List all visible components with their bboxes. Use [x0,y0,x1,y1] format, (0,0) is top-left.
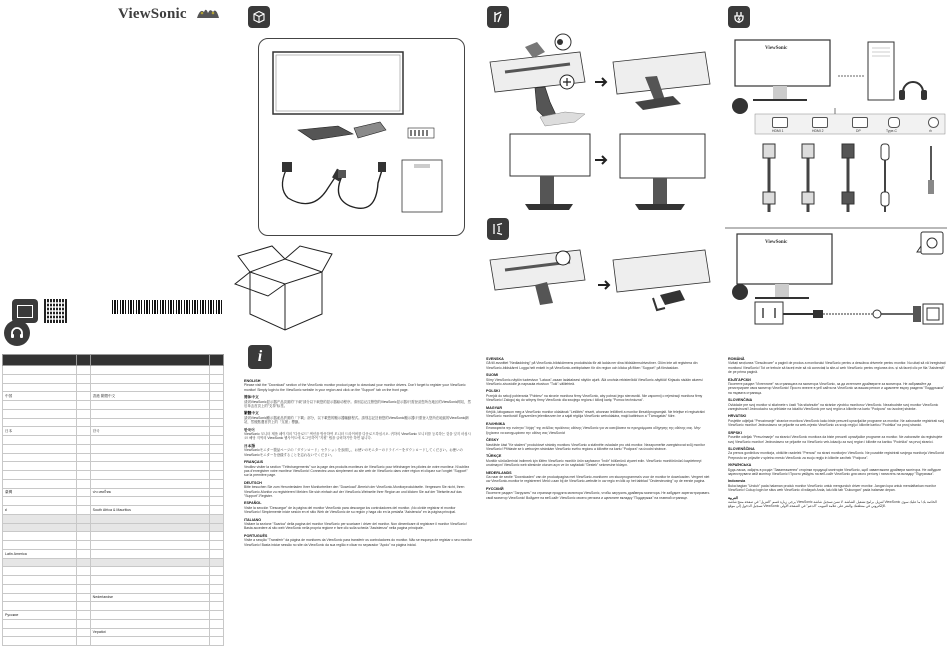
table-cell [90,453,210,462]
table-cell [210,488,224,497]
table-cell [3,523,77,532]
table-row [3,471,224,480]
table-cell [210,366,224,375]
table-cell [76,479,90,488]
table-row [3,462,224,471]
table-cell [90,619,210,628]
table-cell: Latin America [3,549,77,558]
barcode [112,300,224,314]
table-row [3,523,224,532]
table-cell [3,479,77,488]
table-cell [76,427,90,436]
table-cell [76,558,90,567]
table-cell [3,462,77,471]
table-cell [210,444,224,453]
table-cell [90,567,210,576]
table-cell [76,471,90,480]
table-cell [3,418,77,427]
table-cell [3,584,77,593]
language-heading: РУССКИЙ [486,486,504,491]
table-row [3,453,224,462]
table-cell [90,497,210,506]
table-cell [76,488,90,497]
language-heading: POLSKI [486,389,500,394]
table-cell: South Africa & Mauritius [90,506,210,515]
language-paragraph: Przejdź do sekcji pobierania "Pobierz" na stronie monitora firmy ViewSonic, aby pobrać jego sterowniki. Nie zapomnij o rejestracji monitora firmy ViewSonic! Zaloguj się do witryny firmy ViewSonic dla swojego regionu i kliknij kartę "Pomoc techniczna". [486,393,703,403]
port-audio-icon [928,117,939,128]
table-cell [210,576,224,585]
port-hdmi2-icon [812,117,828,128]
table-cell [3,619,77,628]
table-cell [76,576,90,585]
language-heading: العربية [728,495,739,500]
table-cell [210,558,224,567]
language-paragraph: Posetite odeljak "Preuzimanje" na stranici ViewSonic monitora da biste preuzeli upravljačke programe za monitor. Ne zaboravite da registrujete svoj ViewSonic monitor! Jednostavno se prijavite na ViewSonic veb-lokaciju za svoj region i kliknite na karticu "Podrška" na prvoj stranici. [728,435,943,444]
table-cell [76,602,90,611]
table-cell [210,602,224,611]
box-icon [248,6,270,28]
table-cell [210,383,224,392]
port-label: DP [856,129,861,133]
table-cell [3,453,77,462]
language-heading: ČESKY [486,438,499,443]
language-heading: УКРАЇНСЬКА [728,463,752,468]
language-heading: ESPAÑOL [244,501,262,506]
table-row [3,541,224,550]
table-row [3,514,224,523]
language-paragraph: Za prenos gonilnikov monitorja, obiščite razdelek "Prenosi" na strani monitorjev ViewSonic. Ne pozabite registrirati svojega monitorja ViewSonic! Preprosto se prijavite v spletno mesto ViewSonic za svojo regijo in kliknite zavihek "Podpora". [728,451,945,460]
table-cell [210,418,224,427]
table-cell [3,401,77,410]
table-cell [3,567,77,576]
table-row [3,567,224,576]
table-row [3,558,224,567]
table-cell: 日本 [3,427,77,436]
table-cell [3,558,77,567]
language-paragraph: 请到ViewSonic显示器产品页面的"下载"部分以下载您的显示器驱动程序。请别忘记注册您的ViewSonic显示器!只需登录您所在地区的ViewSonic网站，然后单击首页上的"支持"标签。 [244,399,471,409]
table-row [3,611,224,620]
table-cell [90,549,210,558]
table-cell [90,532,210,541]
table-cell [210,401,224,410]
table-cell [76,366,90,375]
table-cell [210,637,224,646]
info-icon: i [248,345,272,369]
table-cell [76,549,90,558]
table-cell [90,611,210,620]
table-cell [210,462,224,471]
table-cell [3,576,77,585]
table-cell [90,576,210,585]
power-connection-diagram [725,222,947,332]
language-column-3 [728,354,946,666]
headphones-illustration [903,82,923,92]
table-cell [90,436,210,445]
language-heading: 한국어 [244,427,255,432]
table-cell [210,549,224,558]
table-cell [76,436,90,445]
table-cell [90,479,210,488]
table-cell [3,471,77,480]
table-cell [76,506,90,515]
table-cell [210,409,224,418]
table-cell [210,471,224,480]
port-label: ⊖ [929,129,932,133]
port-hdmi1-icon [772,117,788,128]
table-cell [210,427,224,436]
language-paragraph: Visitare la sezione "Scarica" della pagina del monitor ViewSonic per scaricare i driver del monitor. Non dimenticare di registrare il monitor ViewSonic! Basta accedere al sito web ViewSonic nella propria regione e fare clic sulla scheda "Assistenza" nella pagina principale. [244,521,467,531]
language-heading: TÜRKÇE [486,454,502,459]
power-plug-icon [728,6,750,28]
table-cell [210,374,224,383]
language-paragraph: Navštivte část "Ke stažení" produktové stránky monitoru ViewSonic a stáhněte ovladače pro váš monitor. Nezapomeňte zaregistrovat svůj monitor ViewSonic! Přihlaste se k webovým stránkám ViewSonic svého regionu a klikněte na kartu "Podpora" na úvodní stránce. [486,442,705,451]
table-row [3,409,224,418]
table-row [3,602,224,611]
table-cell [90,409,210,418]
table-cell [90,366,210,375]
table-row [3,374,224,383]
table-cell: 中国 [3,392,77,401]
table-cell [210,628,224,637]
language-paragraph: Kérjük, látogasson meg a ViewSonic monitor oldalának "Letöltés" részét, ahonnan letöltheti a monitor illesztőprogramjait. Ne felejtse el regisztrálni ViewSonic monitorát! Egyszerűen jelentkezzen be a saját régiója ViewSonic weboldalára, majd kattintson a "Támogatás" fülre. [486,410,705,419]
table-cell [90,418,210,427]
language-paragraph: Посетите раздел "Загрузить" на странице продукта монитора ViewSonic, чтобы загрузить драйверы монитора. Не забудьте зарегистрировать свой монитор ViewSonic! Войдите на веб-сайт ViewSonic своего региона и щелкните вкладку "Поддержка" на главной странице. [486,491,710,500]
table-row [3,576,224,585]
table-cell [76,628,90,637]
table-cell [210,611,224,620]
table-cell [3,541,77,550]
table-cell [76,462,90,471]
table-cell [3,593,77,602]
language-heading: DEUTSCH [244,480,262,485]
table-header [210,355,224,366]
table-row [3,444,224,453]
language-paragraph: 請到ViewSonic顯示器產品頁面的「下載」部分，以下載您的顯示器驅動程式。請別忘記註冊您的ViewSonic顯示器!只需登入您所在地區的ViewSonic網站，然後點選首頁上的「支援」標籤。 [244,415,469,425]
table-cell [3,366,77,375]
language-heading: PORTUGUÊS [244,533,268,538]
screws-illustration [408,128,434,138]
language-heading: SLOVENŠČINA [728,446,755,451]
table-cell [210,619,224,628]
stand-base-illustration [298,126,353,140]
language-heading: SVENSKA [486,357,504,361]
table-cell [76,409,90,418]
svg-text:ViewSonic: ViewSonic [765,240,788,245]
table-cell [76,584,90,593]
table-row [3,383,224,392]
table-cell [76,418,90,427]
table-header [76,355,90,366]
support-contact-table [2,354,224,646]
language-heading: NEDERLANDS [486,470,512,475]
support-table-body [3,366,224,646]
table-cell [76,637,90,646]
language-column-1 [244,376,472,666]
stand-neck-illustration [354,122,386,138]
language-paragraph: Vizitați secțiunea "Descărcare" a paginii de produs a monitorului ViewSonic pentru a descărca driverele pentru monitor. Nu uitați să vă înregistrați monitorul ViewSonic! Tot ce trebuie să faceți este să vă conectați la site-ul web ViewSonic pentru regiunea dvs. și să faceți clic pe fila "Asistență" de pe prima pagină. [728,361,946,375]
table-cell [90,462,210,471]
table-cell: Pусские [3,611,77,620]
table-cell [76,453,90,462]
table-row [3,497,224,506]
table-cell [76,593,90,602]
table-cell [90,584,210,593]
table-cell [90,471,210,480]
port-label: HDMI 2 [812,129,824,133]
language-heading: ITALIANO [244,517,262,522]
headset-icon [4,320,30,346]
language-heading: БЪЛГАРСКИ [728,377,751,382]
table-header [90,355,210,366]
wall-mount-icon [487,218,509,240]
svg-text:ViewSonic: ViewSonic [765,46,788,51]
table-row [3,506,224,515]
table-cell: Vepatiot [90,628,210,637]
language-heading: SRPSKI [728,430,742,435]
table-row [3,366,224,375]
language-heading: 日本語 [244,443,256,448]
table-cell [90,523,210,532]
table-cell: ประเทศไทย [90,488,210,497]
language-heading: HRVATSKI [728,414,747,419]
language-paragraph: Visite a secção "Transferir" da página de monitores da ViewSonic para transferir os controladores do monitor. Não se esqueça de registar o seu monitor ViewSonic! Basta iniciar sessão no site da ViewSonic da sua região e clicar no separador "Apoio" na página inicial. [244,538,472,547]
table-cell [90,374,210,383]
language-paragraph: Veuillez visiter la section "Téléchargements" sur la page des produits moniteurs de ViewSonic pour télécharger les pilotes de votre moniteur. N'oubliez pas d'enregistrer votre moniteur ViewSonic! Connectez-vous simplement au site web de ViewSonic dans votre région et cliquez sur l'onglet "Support" sur la première page. [244,464,470,478]
step-b-marker [732,284,748,300]
stand-assembly-diagram [485,32,720,212]
language-heading: 简体中文 [244,395,259,400]
table-cell [3,628,77,637]
table-cell [210,514,224,523]
table-cell [76,514,90,523]
table-cell [3,532,77,541]
brand-logo: ViewSonic [118,6,187,22]
table-cell [3,497,77,506]
table-cell: ɪl [3,506,77,515]
table-row [3,427,224,436]
language-paragraph: Ga naar de sectie "Downloaden" van de productpagina met ViewSonic-monitoren om stuurprogramma's voor de monitor te downloaden. Vergeet niet uw ViewSonic-monitor te registreren! Meld u aan bij de ViewSonic-website in uw regio en klik op het tabblad "Ondersteuning" op de eerste pagina. [486,474,710,484]
table-row [3,619,224,628]
table-cell [90,541,210,550]
table-cell [210,497,224,506]
table-cell [210,567,224,576]
table-cell [90,637,210,646]
port-label: HDMI 1 [772,129,784,133]
table-cell [3,383,77,392]
connection-diagram [725,32,947,222]
table-cell [210,541,224,550]
table-cell [3,409,77,418]
step-a-marker [732,98,748,114]
language-paragraph: Monitör sürücülerinizi indirmek için lütfen ViewSonic monitör ürün sayfasının "İndir" bölümünü ziyaret edin. ViewSonic monitörünüzü kaydetmeyi unutmayın! ViewSonic web sitesinde oturum açın ve ön sayfadaki "Destek" sekmesine tıklayın. [486,458,702,468]
package-contents-drawing [258,38,468,248]
table-row [3,532,224,541]
table-row [3,628,224,637]
table-cell [90,602,210,611]
table-row [3,549,224,558]
table-cell [210,392,224,401]
table-cell [76,532,90,541]
table-cell [90,401,210,410]
table-cell: 臺灣 [3,488,77,497]
table-row [3,488,224,497]
monitor-illustration [273,52,403,114]
table-cell [3,374,77,383]
language-paragraph: Επισκεφτείτε την ενότητα "Λήψη" της σελίδας προϊόντος οθόνης ViewSonic για να κατεβάσετε τα προγράμματα οδήγησης της οθόνης σας. Μην ξεχάσετε να καταχωρίσετε την οθόνη σας ViewSonic! [486,426,701,435]
table-cell [76,392,90,401]
table-row [3,418,224,427]
table-cell [210,436,224,445]
table-cell [210,479,224,488]
qr-code[interactable] [44,299,68,323]
table-cell [3,514,77,523]
language-paragraph: Siirry ViewSonic-näytön tuotesivun "Lataus"-osaan ladataksesi näytön ajurit. Älä unohda rekisteröidä ViewSonic-näyttöä! Kirjaudu sisään alueesi ViewSonic-sivustolle ja napsauta etusivun "Tuki"-välilehteä. [486,377,703,387]
language-paragraph: Please visit the "Download" section of the ViewSonic monitor product page to download your monitor drivers. Don't forget to register your ViewSonic monitor! Simply login to the ViewSonic website in your region and click on the "Support" tab on the front page. [244,383,466,392]
language-paragraph: Posjetite odjeljak "Preuzimanje" stranice monitora ViewSonic kako biste preuzeli upravljačke programe za monitor. Ne zaboravite registrirati svoj ViewSonic monitor! Jednostavno se prijavite na web-mjesto ViewSonic za svoju regiju i kliknite karticu "Podrška" na prvoj stranici. [728,418,945,428]
table-row [3,401,224,410]
table-cell [90,514,210,523]
language-paragraph: Будь ласка, зайдіть в розділ "Завантаження" сторінки продукції моніторів ViewSonic, щоб завантажити драйвери монітора. Не забудьте зареєструвати свій монітор ViewSonic! Просто увійдіть на веб-сайт ViewSonic для свого регіону і натисніть на вкладку "Підтримка". [728,467,942,476]
table-cell [90,444,210,453]
table-cell [76,444,90,453]
table-cell [3,637,77,646]
table-row [3,593,224,602]
table-row [3,584,224,593]
language-paragraph: ViewSonicモニター製品ページの「ダウンロード」セクションを参照し、お使いのモニターのドライバーをダウンロードしてください。お使いのViewSonicモニターを登録することを忘れないでください。 [244,448,463,457]
language-paragraph: يرجى زيارة قسم "التنزيل" في صفحة منتج شاشة ViewSonic لتنزيل برامج تشغيل الشاشة. لا تنسَ تسجيل شاشة ViewSonic الخاصة بك! ما عليك سوى تسجيل الدخول إلى موقع ViewSonic الإلكتروني في منطقتك والنقر على علامة التبويب "الدعم" في الصفحة الأولى. [728,499,937,509]
language-paragraph: Buka bagian "Unduh" pada halaman produk monitor ViewSonic untuk mengunduh driver monitor. Jangan lupa untuk mendaftarkan monitor ViewSonic! Cukup login ke situs web ViewSonic di wilayah Anda, lalu klik tab "Dukungan" pada halaman depan. [728,483,936,493]
stand-assembly-icon [487,6,509,28]
table-row [3,436,224,445]
port-typec-icon [888,117,900,128]
table-cell [3,436,77,445]
table-cell [3,602,77,611]
language-paragraph: Gå till avsnittet "Nedladdning" på ViewSonic-bildskärmens produktsida för att ladda ner dina bildskärmsdrivrutiner. Glöm inte att registrera din ViewSonic-bildskärm! Logga helt enkelt in på ViewSonic-webbplatsen för din region och klicka på fliken "Support" på förstasidan. [486,361,698,370]
table-cell [210,593,224,602]
table-cell [76,619,90,628]
language-heading: FRANÇAIS [244,460,264,465]
table-cell [76,541,90,550]
table-cell [90,383,210,392]
table-header-row [3,355,224,366]
language-heading: ROMÂNĂ [728,357,745,361]
language-paragraph: Bitte besuchen Sie zum Herunterladen Ihrer Monitortreiber den "Download"-Bereich der ViewSonic-Monitorproduktseite. Vergessen Sie nicht, Ihren ViewSonic-Monitor zu registrieren! Melden Sie sich einfach auf der ViewSonic-Webseite Ihrer Region an und klicken Sie auf der Titelseite auf das "Support"-Register. [244,485,465,498]
table-cell [76,497,90,506]
table-cell [76,401,90,410]
port-dp-icon [852,117,868,128]
language-paragraph: Посетете раздел "Изтегляне" на страницата на монитора ViewSonic, за да изтеглите драйверите за монитора. Не забравяйте да регистрирате своя монитор ViewSonic! Просто влезте в уеб сайта на ViewSonic за вашия регион и щракнете върху раздела "Поддръжка" на първата страница. [728,382,944,395]
table-cell [210,523,224,532]
port-label: Type-C [886,129,897,133]
language-column-2 [486,354,714,666]
table-cell [76,611,90,620]
language-heading: ΕΛΛΗΝΙΚΑ [486,421,506,426]
power-cord-illustration [282,170,336,204]
table-cell [3,444,77,453]
language-paragraph: ViewSonic 모니터 제품 페이지의 "다운로드" 섹션을 방문하여 모니터 드라이버를 다운로드하십시오. 귀하의 ViewSonic 모니터를 등록하는 것을 잊지 마십시오! 해당 지역의 ViewSonic 웹사이트에 로그인하여 "지원" 탭을 클릭하기만 하면 됩니다. [244,432,471,441]
table-cell: 香港 繁體中文 [90,392,210,401]
table-row [3,637,224,646]
table-cell [210,506,224,515]
table-row [3,479,224,488]
table-cell: Nederlandse [90,593,210,602]
table-cell [210,584,224,593]
language-heading: Indonesia [728,479,746,484]
language-heading: SLOVENČINA [728,398,753,403]
table-cell [76,383,90,392]
table-row [3,392,224,401]
language-heading: SUOMI [486,373,499,378]
table-header [3,355,77,366]
language-heading: 繁體中文 [244,411,259,416]
table-cell: 한국 [90,427,210,436]
table-cell [76,567,90,576]
viewsonic-birds-logo [196,6,220,20]
table-cell [76,374,90,383]
wall-mount-diagram [485,240,720,315]
language-paragraph: Visite la sección "Descargar" de la página del monitor ViewSonic para descargar los controladores del monitor. ¡No olvide registrar el monitor ViewSonic! Simplemente inicie sesión en el sitio Web de ViewSonic de su región y haga clic en la pestaña "Asistencia" en la página principal. [244,505,456,515]
shipping-box-illustration [230,234,340,344]
language-paragraph: Ovládače pre svoj monitor si stiahnete v časti "Na stiahnutie" na stránke výrobku monitorov ViewSonic. Nezabudnite svoj monitor ViewSonic zaregistrovať! Jednoducho sa prihláste na lokalitu ViewSonic pre svoj región a kliknite na kartu "Podpora" na úvodnej stránke. [728,402,939,412]
table-cell [210,453,224,462]
language-heading: MAGYAR [486,405,503,410]
table-cell [210,532,224,541]
table-cell [76,523,90,532]
table-cell [90,558,210,567]
language-heading: ENGLISH [244,379,261,383]
